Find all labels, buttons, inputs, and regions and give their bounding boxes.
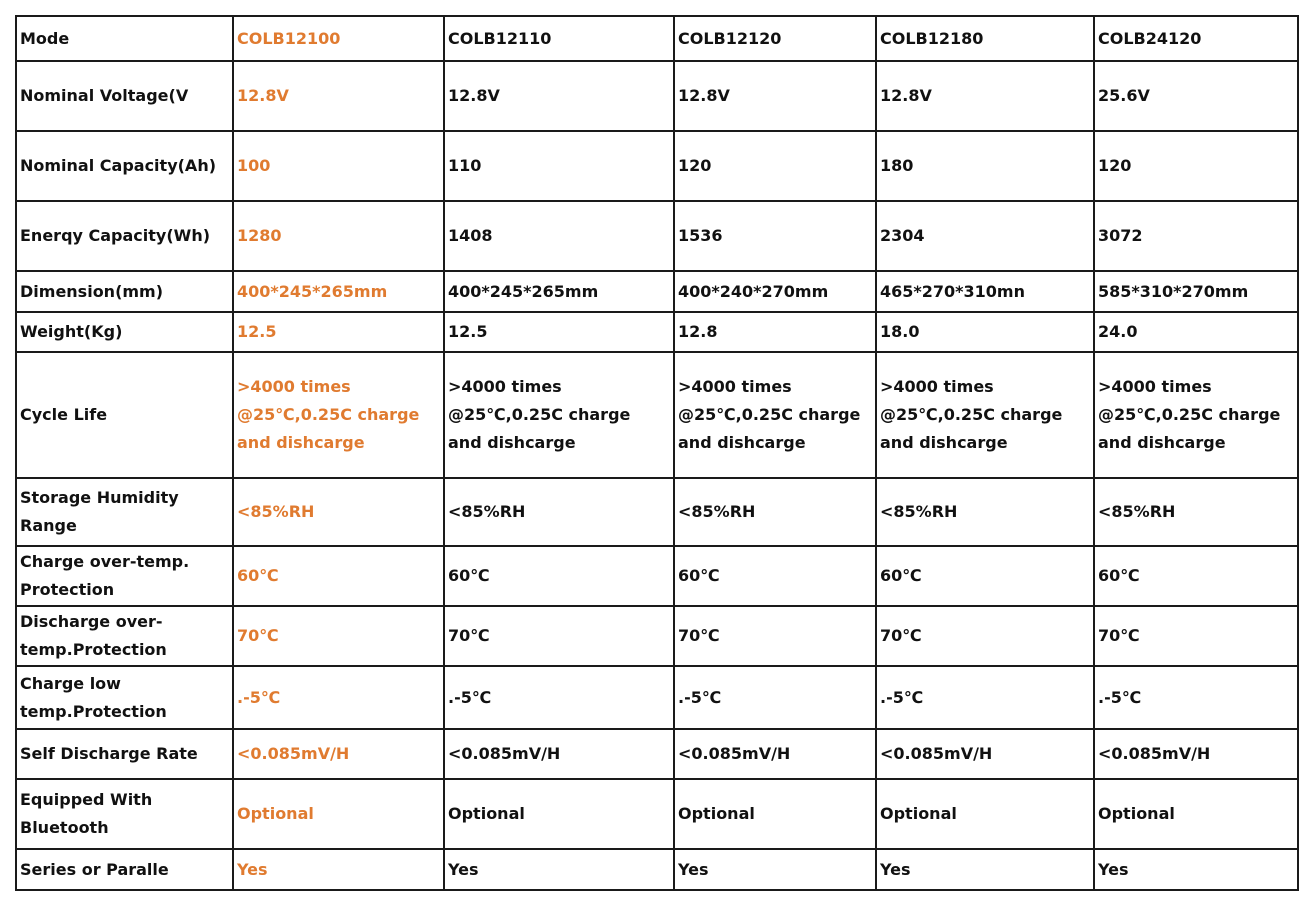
table-row — [16, 779, 1298, 849]
table-cell: .-5℃ — [1094, 666, 1298, 729]
row-label: Self Discharge Rate — [16, 729, 233, 779]
table-cell: 60℃ — [233, 546, 444, 606]
table-row — [16, 201, 1298, 271]
spec-table — [15, 15, 1299, 891]
row-label: Nominal Voltage(V — [16, 61, 233, 131]
table-row — [16, 729, 1298, 779]
row-label: Weight(Kg) — [16, 312, 233, 352]
table-row — [16, 606, 1298, 666]
table-row — [16, 849, 1298, 890]
table-cell: 1536 — [674, 201, 876, 271]
table-cell: 400*240*270mm — [674, 271, 876, 312]
row-label: Dimension(mm) — [16, 271, 233, 312]
table-cell: 12.8 — [674, 312, 876, 352]
table-cell: COLB24120 — [1094, 16, 1298, 61]
table-cell: Optional — [674, 779, 876, 849]
table-cell: >4000 times @25℃,0.25C charge and dishcarge — [876, 352, 1094, 478]
table-cell: 60℃ — [1094, 546, 1298, 606]
table-cell: Yes — [1094, 849, 1298, 890]
table-cell: >4000 times @25℃,0.25C charge and dishcarge — [233, 352, 444, 478]
table-cell: 70℃ — [233, 606, 444, 666]
table-cell: 70℃ — [444, 606, 674, 666]
table-row — [16, 546, 1298, 606]
table-cell: .-5℃ — [233, 666, 444, 729]
table-cell: 70℃ — [876, 606, 1094, 666]
table-cell: .-5℃ — [674, 666, 876, 729]
table-cell: <85%RH — [444, 478, 674, 546]
table-cell: 18.0 — [876, 312, 1094, 352]
table-cell: <85%RH — [876, 478, 1094, 546]
table-cell: 12.8V — [444, 61, 674, 131]
row-label: Equipped With Bluetooth — [16, 779, 233, 849]
table-cell: 1408 — [444, 201, 674, 271]
table-cell: COLB12110 — [444, 16, 674, 61]
table-cell: 400*245*265mm — [444, 271, 674, 312]
table-cell: 70℃ — [1094, 606, 1298, 666]
table-cell: Optional — [1094, 779, 1298, 849]
table-cell: >4000 times @25℃,0.25C charge and dishcarge — [1094, 352, 1298, 478]
table-row — [16, 666, 1298, 729]
table-cell: <85%RH — [674, 478, 876, 546]
table-row — [16, 352, 1298, 478]
row-label: Storage Humidity Range — [16, 478, 233, 546]
table-cell: <0.085mV/H — [674, 729, 876, 779]
row-label: Mode — [16, 16, 233, 61]
table-row — [16, 312, 1298, 352]
table-cell: >4000 times @25℃,0.25C charge and dishcarge — [444, 352, 674, 478]
table-cell: 12.8V — [876, 61, 1094, 131]
table-cell: 585*310*270mm — [1094, 271, 1298, 312]
table-cell: <0.085mV/H — [444, 729, 674, 779]
table-cell: .-5℃ — [876, 666, 1094, 729]
row-label: Cycle Life — [16, 352, 233, 478]
table-cell: 25.6V — [1094, 61, 1298, 131]
table-cell: Optional — [444, 779, 674, 849]
table-cell: <0.085mV/H — [1094, 729, 1298, 779]
table-cell: <0.085mV/H — [876, 729, 1094, 779]
table-cell: 180 — [876, 131, 1094, 201]
row-label: Nominal Capacity(Ah) — [16, 131, 233, 201]
table-cell: 120 — [1094, 131, 1298, 201]
row-label: Discharge over-temp.Protection — [16, 606, 233, 666]
row-label: Series or Paralle — [16, 849, 233, 890]
table-cell: Yes — [876, 849, 1094, 890]
table-cell: 12.5 — [444, 312, 674, 352]
table-cell: COLB12120 — [674, 16, 876, 61]
table-cell: 100 — [233, 131, 444, 201]
table-cell: 1280 — [233, 201, 444, 271]
table-cell: <85%RH — [1094, 478, 1298, 546]
table-cell: 12.8V — [233, 61, 444, 131]
table-cell: Yes — [444, 849, 674, 890]
table-cell: Yes — [233, 849, 444, 890]
table-cell: 110 — [444, 131, 674, 201]
table-row — [16, 131, 1298, 201]
row-label: Charge over-temp. Protection — [16, 546, 233, 606]
table-cell: 60℃ — [876, 546, 1094, 606]
table-cell: <85%RH — [233, 478, 444, 546]
table-row — [16, 478, 1298, 546]
table-cell: Yes — [674, 849, 876, 890]
table-cell: Optional — [233, 779, 444, 849]
table-cell: COLB12100 — [233, 16, 444, 61]
table-row — [16, 16, 1298, 61]
table-cell: <0.085mV/H — [233, 729, 444, 779]
row-label: Enerqy Capacity(Wh) — [16, 201, 233, 271]
table-row — [16, 61, 1298, 131]
table-cell: 120 — [674, 131, 876, 201]
table-cell: 24.0 — [1094, 312, 1298, 352]
table-cell: 70℃ — [674, 606, 876, 666]
table-cell: 400*245*265mm — [233, 271, 444, 312]
table-cell: 12.5 — [233, 312, 444, 352]
table-cell: Optional — [876, 779, 1094, 849]
table-cell: .-5℃ — [444, 666, 674, 729]
table-cell: 3072 — [1094, 201, 1298, 271]
table-cell: >4000 times @25℃,0.25C charge and dishcarge — [674, 352, 876, 478]
table-cell: 12.8V — [674, 61, 876, 131]
table-cell: 2304 — [876, 201, 1094, 271]
table-row — [16, 271, 1298, 312]
table-cell: 60℃ — [444, 546, 674, 606]
table-cell: 465*270*310mn — [876, 271, 1094, 312]
table-cell: COLB12180 — [876, 16, 1094, 61]
table-cell: 60℃ — [674, 546, 876, 606]
row-label: Charge low temp.Protection — [16, 666, 233, 729]
